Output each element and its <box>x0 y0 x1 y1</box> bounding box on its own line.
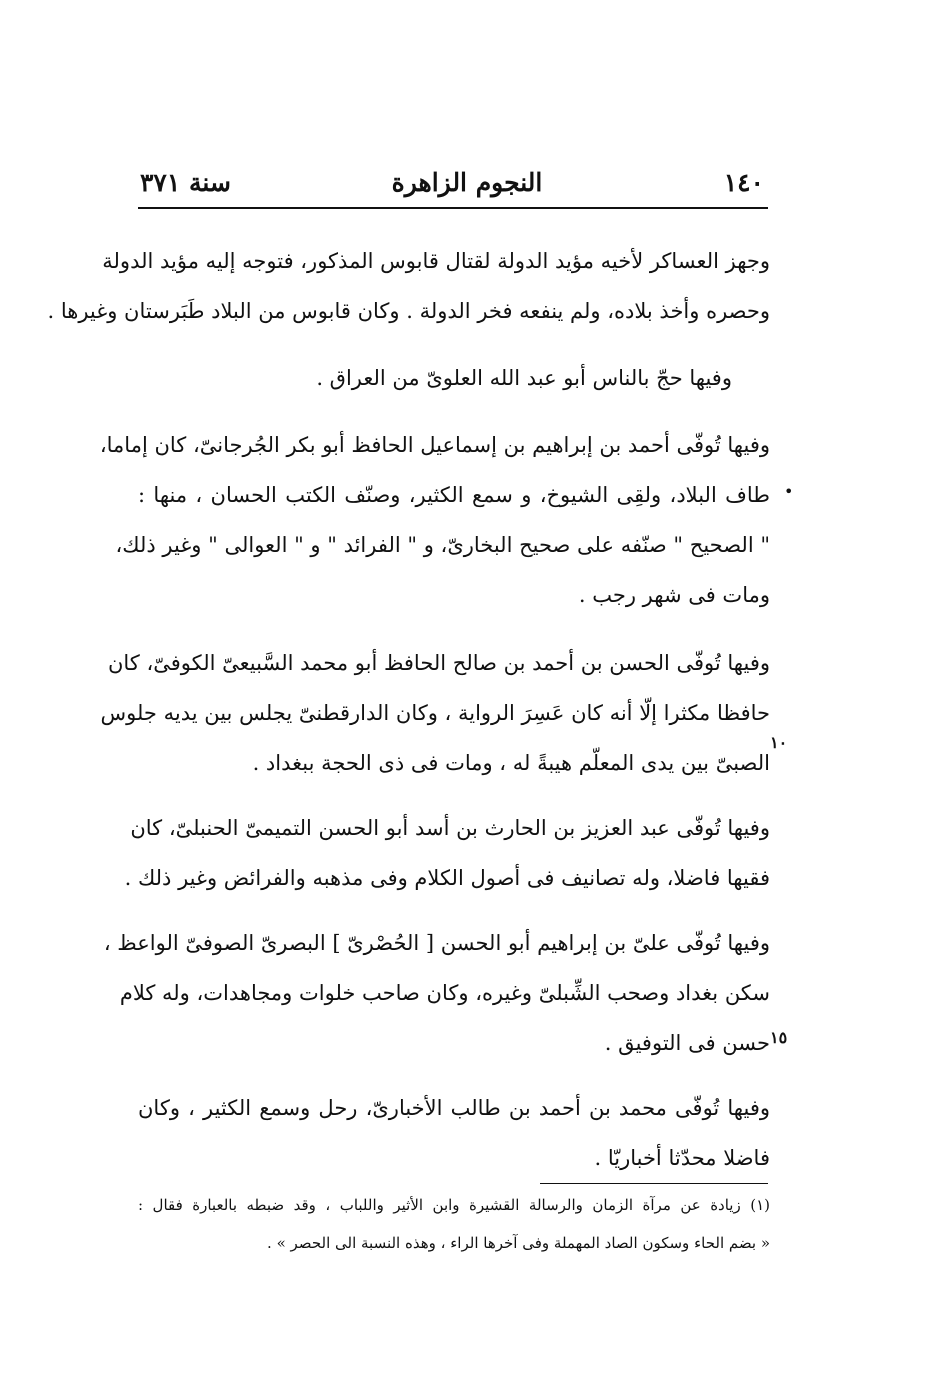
text-line: وفيها حجّ بالناس أبو عبد الله العلوىّ من العراق . <box>316 366 732 390</box>
text-line: وفيها تُوفّى محمد بن أحمد بن طالب الأخبارىّ، رحل وسمع الكثير ، وكان <box>138 1096 770 1120</box>
text-line: ومات فى شهر رجب . <box>578 583 770 607</box>
text-line: طاف البلاد، ولقِى الشيوخ، و سمع الكثير، وصنّف الكتب الحسان ، منها : <box>138 483 770 507</box>
margin-dot: • <box>784 482 794 501</box>
text-line: وفيها تُوفّى عبد العزيز بن الحارث بن أسد أبو الحسن التميمىّ الحنبلىّ، كان <box>130 816 770 840</box>
text-line: وجهز العساكر لأخيه مؤيد الدولة لقتال قابوس المذكور، فتوجه إليه مؤيد الدولة <box>102 249 770 273</box>
line-number-10: ١٠ <box>770 733 788 752</box>
header-rule <box>138 207 768 209</box>
footnote-line: « بضم الحاء وسكون الصاد المهملة وفى آخرها الراء ، وهذه النسبة الى الحصر » . <box>267 1234 770 1252</box>
running-title: النجوم الزاهرة <box>391 168 543 197</box>
text-line: الصبىّ بين يدى المعلّم هيبةً له ، ومات فى ذى الحجة ببغداد . <box>252 751 770 775</box>
text-line: سكن بغداد وصحب الشِّبلىّ وغيره، وكان صاحب خلوات ومجاهدات، وله كلام <box>119 981 770 1005</box>
text-line: فقيها فاضلا، وله تصانيف فى أصول الكلام وفى مذهبه والفرائض وغير ذلك . <box>124 866 770 890</box>
text-line: حافظا مكثرا إلّا أنه كان عَسِرَ الرواية ، وكان الدارقطنىّ يجلس بين يديه جلوس <box>100 701 770 725</box>
text-line: فاضلا محدّثا أخباريّا . <box>594 1146 770 1170</box>
running-year: سنة ٣٧١ <box>140 168 231 197</box>
text-line: حسن فى التوفيق . <box>604 1031 770 1055</box>
text-line: وفيها تُوفّى الحسن بن أحمد بن صالح الحافظ أبو محمد السَّبيعىّ الكوفىّ، كان <box>107 651 770 675</box>
line-number-15: ١٥ <box>770 1028 788 1047</box>
footnote-line: (١) زيادة عن مرآة الزمان والرسالة القشيرة وابن الأثير واللباب ، وقد ضبطه بالعبارة فقال : <box>138 1196 770 1214</box>
text-line: وفيها تُوفّى أحمد بن إبراهيم بن إسماعيل الحافظ أبو بكر الجُرجانىّ، كان إماما، <box>99 433 770 457</box>
text-line: " الصحيح " صنّفه على صحيح البخارىّ، و " الفرائد " و " العوالى " وغير ذلك، <box>115 533 770 557</box>
text-line: وفيها تُوفّى علىّ بن إبراهيم أبو الحسن [ الحُصْرىّ ] البصرىّ الصوفىّ الواعظ ، <box>103 931 770 955</box>
footnote-rule <box>540 1183 768 1184</box>
page-number: ١٤٠ <box>723 168 764 197</box>
text-line: وحصره وأخذ بلاده، ولم ينفعه فخر الدولة . وكان قابوس من البلاد طَبَرستان وغيرها . <box>47 299 770 323</box>
